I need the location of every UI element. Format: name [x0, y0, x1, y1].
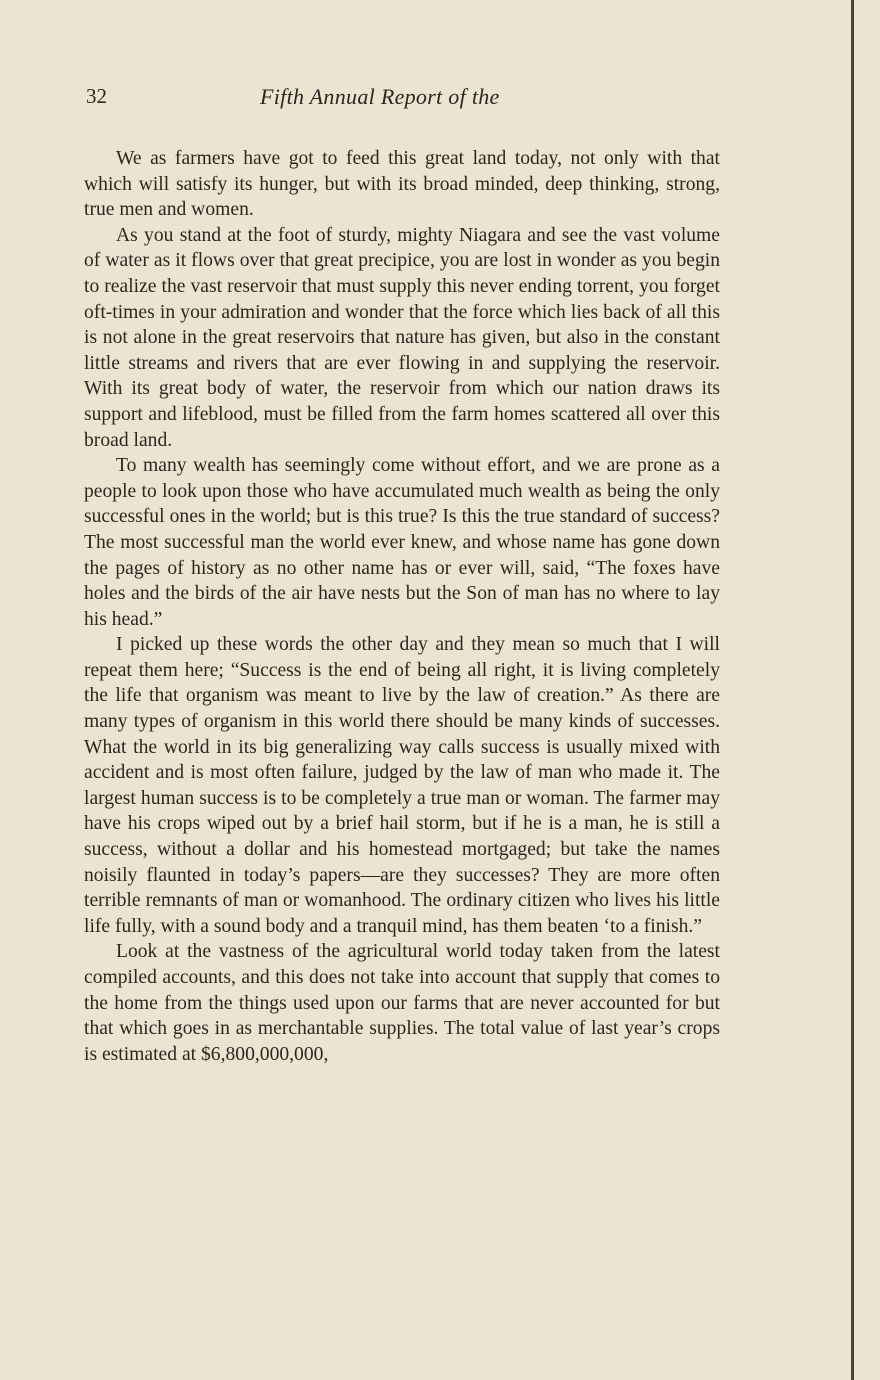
- page-number: 32: [86, 84, 107, 108]
- running-title: Fifth Annual Report of the: [260, 84, 500, 109]
- paragraph: To many wealth has seemingly come without effort, and we are prone as a people to look upon those who have accumulated much wealth as being the only successful ones in the world; but is this true? Is this the true standard of success? The most successful man the world ever knew, and whose name has gone down the pages of history as no other name has or ever will, said, “The foxes have holes and the birds of the air have nests but the Son of man has no where to lay his head.”: [84, 455, 720, 630]
- body-text: [84, 146, 720, 1067]
- paragraph: As you stand at the foot of sturdy, mighty Niagara and see the vast volume of water as it flows over that great precipice, you are lost in wonder as you begin to realize the vast reservoir that must supply this never ending torrent, you forget oft-times in your admiration and wonder that the force which lies back of all this is not alone in the great reservoirs that nature has given, but also in the constant little streams and rivers that are ever flowing in and supplying the reservoir. With its great body of water, the reservoir from which our nation draws its support and lifeblood, must be filled from the farm homes scattered all over this broad land.: [84, 224, 720, 451]
- paragraph: I picked up these words the other day and they mean so much that I will repeat them here; “Success is the end of being all right, it is living completely the life that organism was meant to live by the law of creation.” As there are many types of organism in this world there should be many kinds of successes. What the world in its big generalizing way calls success is usually mixed with accident and is most often failure, judged by the law of man who made it. The largest human success is to be completely a true man or woman. The farmer may have his crops wiped out by a brief hail storm, but if he is a man, he is still a success, without a dollar and his homestead mortgaged; but take the names noisily flaunted in today’s papers—are they successes? They are more often terrible remnants of man or womanhood. The ordinary citizen who lives his little life fully, with a sound body and a tranquil mind, has them beaten ‘to a finish.”: [84, 634, 720, 937]
- paragraph: Look at the vastness of the agricultural world today taken from the latest compiled accounts, and this does not take into account that supply that comes to the home from the things used upon our farms that are never accounted for but that which goes in as merchantable supplies. The total value of last year’s crops is estimated at $6,800,000,000,: [84, 941, 720, 1065]
- page-header: [86, 84, 726, 120]
- page-binding-edge: [851, 0, 854, 1380]
- paragraph: We as farmers have got to feed this great land today, not only with that which will satisfy its hunger, but with its broad minded, deep thinking, strong, true men and women.: [84, 148, 720, 221]
